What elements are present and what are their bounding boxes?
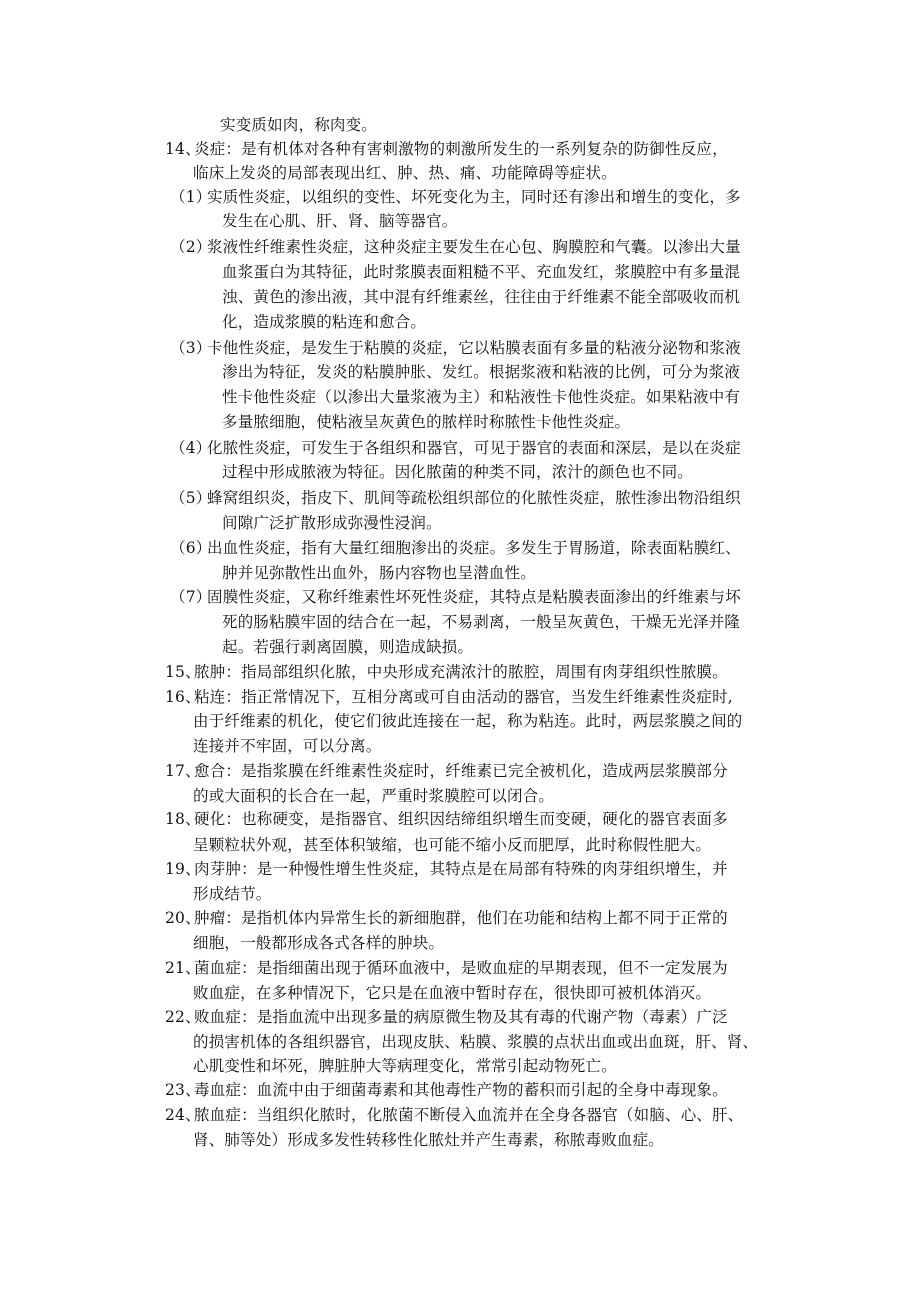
item-text-line: 硬化：也称硬变，是指器官、组织因结缔组织增生而变硬，硬化的器官表面多: [194, 810, 728, 828]
subitem-text-line: 渗出为特征，发炎的粘膜肿胀、发红。根据浆液和粘液的比例，可分为浆液: [222, 363, 741, 381]
item-text-line: 粘连：指正常情况下，互相分离或可自由活动的器官，当发生纤维素性炎症时,: [194, 688, 733, 706]
item-number: 16、: [165, 688, 201, 706]
subitem-text-line: 过程中形成脓液为特征。因化脓菌的种类不同，浓汁的颜色也不同。: [222, 463, 694, 481]
item-text-line: 败血症，在多种情况下，它只是在血液中暂时存在，很快即可被机体消灭。: [193, 984, 712, 1002]
subitem-text-line: 蜂窝组织炎，指皮下、肌间等疏松组织部位的化脓性炎症，脓性渗出物沿组织: [207, 489, 741, 507]
item-number: 19、: [165, 860, 201, 878]
item-text-line: 的损害机体的各组织器官，出现皮肤、粘膜、浆膜的点状出血或出血斑，肝、肾、: [193, 1033, 759, 1051]
subitem-number: （7）: [170, 588, 212, 606]
subitem-number: （4）: [170, 439, 212, 457]
subitem-number: （3）: [170, 339, 212, 357]
subitem-text-line: 间隙广泛扩散形成弥漫性浸润。: [222, 514, 442, 532]
item-text-line: 心肌变性和坏死，脾脏肿大等病理变化，常常引起动物死亡。: [193, 1057, 617, 1075]
item-text-line: 由于纤维素的机化，使它们彼此连接在一起，称为粘连。此时，两层浆膜之间的: [193, 712, 743, 730]
subitem-text-line: 发生在心肌、肝、肾、脑等器官。: [222, 212, 458, 230]
subitem-number: （1）: [170, 188, 212, 206]
subitem-text-line: 肿并见弥散性出血外，肠内容物也呈潜血性。: [222, 564, 537, 582]
item-text-line: 败血症：是指血流中出现多量的病原微生物及其有毒的代谢产物（毒素）广泛: [194, 1008, 728, 1026]
item-text-line: 临床上发炎的局部表现出红、肿、热、痛、功能障碍等症状。: [193, 164, 617, 182]
subitem-text-line: 多量脓细胞，使粘液呈灰黄色的脓样时称脓性卡他性炎症。: [222, 413, 631, 431]
item-number: 18、: [165, 810, 201, 828]
item-number: 22、: [165, 1008, 201, 1026]
subitem-text-line: 死的肠粘膜牢固的结合在一起，不易剥离，一般呈灰黄色，干燥无光泽并隆: [222, 613, 741, 631]
subitem-text-line: 性卡他性炎症（以渗出大量浆液为主）和粘液性卡他性炎症。如果粘液中有: [222, 388, 741, 406]
subitem-number: （5）: [170, 489, 212, 507]
item-number: 17、: [165, 762, 201, 780]
subitem-number: （6）: [170, 539, 212, 557]
item-text-line: 呈颗粒状外观，甚至体积皱缩，也可能不缩小反而肥厚，此时称假性肥大。: [193, 836, 712, 854]
item-text-line: 细胞，一般都形成各式各样的肿块。: [193, 934, 445, 952]
continuation-line: 实变质如肉，称肉变。: [220, 116, 378, 134]
item-number: 21、: [165, 959, 201, 977]
item-number: 23、: [165, 1081, 201, 1099]
subitem-text-line: 血浆蛋白为其特征，此时浆膜表面粗糙不平、充血发红，浆膜腔中有多量混: [222, 263, 741, 281]
item-number: 24、: [165, 1106, 201, 1124]
subitem-text-line: 起。若强行剥离固膜，则造成缺损。: [222, 638, 474, 656]
subitem-text-line: 浊、黄色的渗出液，其中混有纤维素丝，往往由于纤维素不能全部吸收而机: [222, 288, 741, 306]
subitem-text-line: 化，造成浆膜的粘连和愈合。: [222, 313, 427, 331]
item-text-line: 肾、肺等处）形成多发性转移性化脓灶并产生毒素，称脓毒败血症。: [193, 1131, 665, 1149]
item-number: 15、: [165, 663, 201, 681]
item-text-line: 炎症：是有机体对各种有害刺激物的刺激所发生的一系列复杂的防御性反应，: [194, 140, 728, 158]
item-text-line: 形成结节。: [193, 885, 272, 903]
item-text-line: 毒血症：血流中由于细菌毒素和其他毒性产物的蓄积而引起的全身中毒现象。: [194, 1081, 728, 1099]
item-text-line: 连接并不牢固，可以分离。: [193, 737, 382, 755]
subitem-text-line: 化脓性炎症，可发生于各组织和器官，可见于器官的表面和深层，是以在炎症: [207, 439, 741, 457]
subitem-number: （2）: [170, 238, 212, 256]
subitem-text-line: 实质性炎症，以组织的变性、坏死变化为主，同时还有渗出和增生的变化，多: [207, 188, 741, 206]
item-text-line: 肿瘤：是指机体内异常生长的新细胞群，他们在功能和结构上都不同于正常的: [194, 909, 728, 927]
subitem-text-line: 浆液性纤维素性炎症，这种炎症主要发生在心包、胸膜腔和气囊。以渗出大量: [207, 238, 741, 256]
item-text-line: 脓血症：当组织化脓时，化脓菌不断侵入血流并在全身各器官（如脑、心、肝、: [194, 1106, 744, 1124]
item-text-line: 肉芽肿：是一种慢性增生性炎症，其特点是在局部有特殊的肉芽组织增生，并: [194, 860, 728, 878]
item-text-line: 菌血症：是指细菌出现于循环血液中，是败血症的早期表现，但不一定发展为: [194, 959, 728, 977]
item-text-line: 脓肿：指局部组织化脓，中央形成充满浓汁的脓腔，周围有肉芽组织性脓膜。: [194, 663, 728, 681]
subitem-text-line: 固膜性炎症，又称纤维素性坏死性炎症，其特点是粘膜表面渗出的纤维素与坏: [207, 588, 741, 606]
subitem-text-line: 出血性炎症，指有大量红细胞渗出的炎症。多发生于胃肠道，除表面粘膜红、: [207, 539, 741, 557]
item-number: 20、: [165, 909, 201, 927]
item-text-line: 的或大面积的长合在一起，严重时浆膜腔可以闭合。: [193, 787, 555, 805]
subitem-text-line: 卡他性炎症，是发生于粘膜的炎症，它以粘膜表面有多量的粘液分泌物和浆液: [207, 339, 741, 357]
item-text-line: 愈合：是指浆膜在纤维素性炎症时，纤维素已完全被机化，造成两层浆膜部分: [194, 762, 728, 780]
item-number: 14、: [165, 140, 201, 158]
